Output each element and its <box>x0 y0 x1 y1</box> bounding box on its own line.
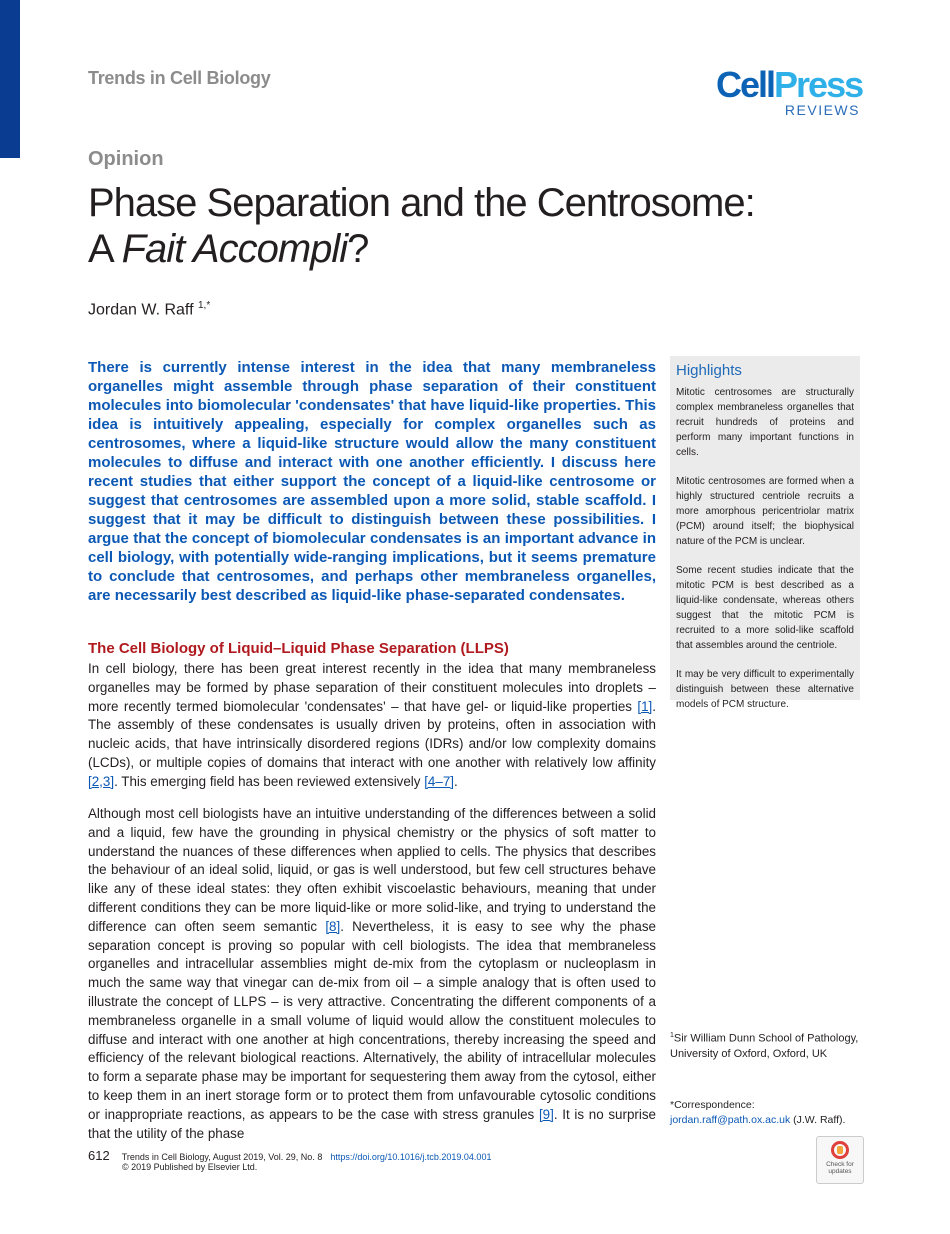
paragraph-1 <box>88 660 656 792</box>
para2-text-1: Although most cell biologists have an intuitive understanding of the differences between a solid and a liquid, few have the grounding in physical chemistry or the physics of soft matter to understand the nuances of these differences when applied to cells. The physics that describes the behaviour of an ideal solid, liquid, or gas is well understood, but few cell structures behave like any of these ideal states: they often exhibit viscoelastic behaviours, meaning that under different conditions they can be more liquid-like or more solid-like, and trying to understand the difference can often seem semantic <box>88 806 656 934</box>
citation-link[interactable]: [4–7] <box>424 773 454 789</box>
correspondence <box>670 1098 870 1128</box>
page-footer <box>88 1148 492 1172</box>
correspondence-label: *Correspondence: <box>670 1099 755 1111</box>
title-prefix: A <box>88 227 122 271</box>
doi-link[interactable]: https://doi.org/10.1016/j.tcb.2019.04.001 <box>330 1152 492 1162</box>
check-for-updates-badge[interactable] <box>816 1136 864 1184</box>
para2-text-2: . Nevertheless, it is easy to see why the phase separation concept is proving so popular with cell biologists. The idea that membraneless organelles and intracellular assemblies might de-mix from the cytoplasm or nucleoplasm in much the same way that vinegar can de-mix from oil – a simple analogy that is often used to illustrate the concept of LLPS – is very attractive. Concentrating the different components of a membraneless organelle in a small volume of liquid would allow the constituent molecules to diffuse and interact with one another at high concentrations, thereby increasing the speed and efficiency of the relevant biological reactions. Alternatively, the ability of intracellular molecules to form a separate phase may be important for sequestering them away from the cytosol, either to keep them in an inert storage form or to protect them from unfavourable cytosolic conditions or inappropriate reactions, as appears to be the case with stress granules <box>88 918 656 1122</box>
highlight-item: Mitotic centrosomes are formed when a highly structured centriole recruits a more amorphous pericentriolar matrix (PCM) around itself; the biophysical nature of the PCM is unclear. <box>676 476 854 547</box>
author <box>88 300 210 319</box>
highlight-item: Some recent studies indicate that the mitotic PCM is best described as a liquid-like condensate, whereas others suggest that the mitotic PCM is recruited to a more solid-like scaffold that assembles around the centriole. <box>676 565 854 651</box>
journal-color-bar <box>0 0 20 158</box>
copyright: © 2019 Published by Elsevier Ltd. <box>122 1162 258 1172</box>
abstract: There is currently intense interest in the idea that many membraneless organelles might assemble through phase separation of their constituent molecules into biomolecular 'condensates' that have liquid-like properties. This idea is intuitively appealing, especially for complex organelles such as centrosomes, where a liquid-like structure would allow the many constituent molecules to diffuse and interact with one another efficiently. I discuss here recent studies that either support the concept of a liquid-like centrosome or suggest that centrosomes are assembled upon a more solid, stable scaffold. I suggest that it may be difficult to distinguish between these possibilities. I argue that the concept of biomolecular condensates is an important advance in cell biology, with potentially wide-ranging implications, but it seems premature to conclude that centrosomes, and perhaps other membraneless organelles, are necessarily best described as liquid-like phase-separated condensates. <box>88 359 656 604</box>
highlights-box <box>670 356 860 710</box>
paragraph-2 <box>88 805 656 1143</box>
para1-text-1: In cell biology, there has been great interest recently in the idea that many membraneless organelles may be formed by phase separation of their constituent molecules into droplets – more recently termed biomolecular 'condensates' – that have gel- or liquid-like properties <box>88 661 656 714</box>
logo-cell: Cell <box>716 64 775 105</box>
affiliation-text: Sir William Dunn School of Pathology, University of Oxford, Oxford, UK <box>670 1032 859 1060</box>
article-title <box>88 180 755 272</box>
para1-text-4: . <box>454 773 458 789</box>
highlight-item: Mitotic centrosomes are structurally complex membraneless organelles that recruit hundreds of proteins and perform many important functions in cells. <box>676 387 854 458</box>
citation-link[interactable]: [8] <box>325 918 341 934</box>
title-suffix: ? <box>347 227 369 271</box>
citation-link[interactable]: [2,3] <box>88 773 115 789</box>
check-updates-icon <box>831 1141 849 1159</box>
highlight-item: It may be very difficult to experimentally distinguish between these alternative models of PCM structure. <box>676 669 854 710</box>
author-name: Jordan W. Raff <box>88 301 194 319</box>
journal-name: Trends in Cell Biology <box>88 68 271 88</box>
page-number: 612 <box>88 1148 110 1163</box>
para1-text-3: . This emerging field has been reviewed extensively <box>114 773 425 789</box>
citation-link[interactable]: [9] <box>538 1106 554 1122</box>
title-line-1: Phase Separation and the Centrosome: <box>88 181 755 225</box>
cellpress-logo <box>716 64 866 118</box>
affiliation-mark: 1 <box>670 1032 674 1039</box>
badge-line-2: updates <box>828 1168 852 1175</box>
citation-link[interactable]: [1] <box>637 698 653 714</box>
highlights-title: Highlights <box>676 362 742 379</box>
title-line-2 <box>88 226 755 272</box>
affiliation <box>670 1028 870 1062</box>
para2-text-3: . It is no surprise that the utility of the phase <box>88 1106 656 1141</box>
footer-citation: Trends in Cell Biology, August 2019, Vol. 29, No. 8 <box>121 1152 323 1162</box>
article-type: Opinion <box>88 148 164 170</box>
title-italic: Fait Accompli <box>121 227 348 271</box>
author-affiliation-mark: 1,* <box>197 300 211 311</box>
correspondence-suffix: (J.W. Raff). <box>790 1114 846 1126</box>
logo-reviews: REVIEWS <box>784 102 860 118</box>
logo-press: Press <box>774 64 863 105</box>
para1-text-2: . The assembly of these condensates is usually driven by proteins, often in association with nucleic acids, that have intrinsically disordered regions (IDRs) and/or low complexity domains (LCDs), or multiple copies of domains that interact with one another with relatively low affinity <box>88 698 656 770</box>
badge-line-1: Check for <box>826 1161 854 1168</box>
section-heading: The Cell Biology of Liquid–Liquid Phase Separation (LLPS) <box>88 640 509 657</box>
email-link[interactable]: jordan.raff@path.ox.ac.uk <box>670 1114 791 1126</box>
